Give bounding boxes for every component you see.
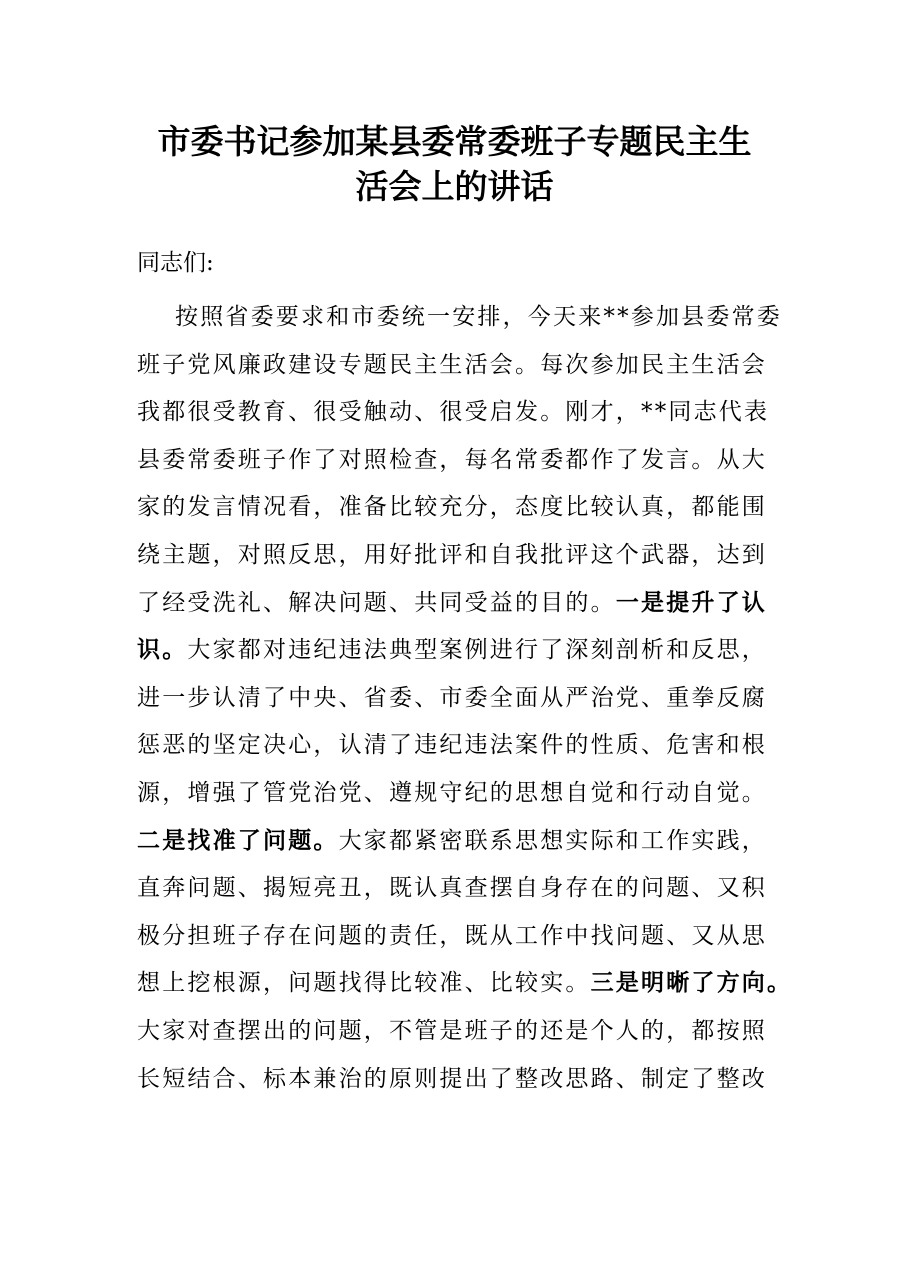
document-title-line-1: 市委书记参加某县委常委班子专题民主生 — [157, 122, 752, 161]
body-line — [137, 865, 777, 913]
body-line — [137, 484, 777, 532]
bold-heading-text: 识。 — [137, 637, 188, 664]
body-text: 我都很受教育、很受触动、很受启发。刚才，**同志代表 — [137, 399, 770, 426]
bold-heading-text: 一是提升了认 — [615, 589, 768, 616]
body-text: 直奔问题、揭短亮丑，既认真查摆自身存在的问题、又积 — [137, 875, 767, 902]
body-line — [137, 389, 777, 437]
bold-heading-text: 三是明晰了方向。 — [590, 970, 793, 997]
body-text: 按照省委要求和市委统一安排，今天来**参加县委常委 — [175, 304, 782, 330]
body-line — [137, 580, 777, 628]
body-text: 大家都紧密联系思想实际和工作实践， — [338, 827, 768, 854]
body-line — [137, 342, 777, 390]
body-text: 绕主题，对照反思，用好批评和自我批评这个武器，达到 — [137, 541, 767, 568]
body-text: 想上挖根源，问题找得比较准、比较实。 — [137, 970, 591, 997]
body-line — [137, 722, 777, 770]
body-line — [137, 627, 777, 675]
body-text: 了经受洗礼、解决问题、共同受益的目的。 — [137, 589, 616, 616]
bold-heading-text: 二是找准了问题。 — [137, 827, 339, 854]
body-text: 大家都对违纪违法典型案例进行了深刻剖析和反思， — [187, 637, 768, 664]
body-text: 极分担班子存在问题的责任，既从工作中找问题、又从思 — [137, 922, 767, 949]
body-text: 家的发言情况看，准备比较充分，态度比较认真，都能围 — [137, 494, 767, 521]
body-text: 班子党风廉政建设专题民主生活会。每次参加民主生活会 — [137, 351, 767, 378]
body-line — [137, 675, 777, 723]
body-text: 惩恶的坚定决心，认清了违纪违法案件的性质、危害和根 — [137, 732, 767, 759]
body-text: 源，增强了管党治党、遵规守纪的思想自觉和行动自觉。 — [137, 779, 767, 806]
body-text: 长短结合、标本兼治的原则提出了整改思路、制定了整改 — [137, 1065, 767, 1092]
body-text: 进一步认清了中央、省委、市委全面从严治党、重拳反腐 — [137, 684, 767, 711]
body-line — [137, 294, 782, 342]
salutation: 同志们: — [137, 250, 214, 276]
body-line — [137, 1008, 777, 1056]
body-line — [137, 1056, 777, 1104]
body-text: 大家对查摆出的问题，不管是班子的还是个人的，都按照 — [137, 1017, 767, 1044]
body-line — [137, 770, 777, 818]
body-line — [137, 818, 777, 866]
body-text: 县委常委班子作了对照检查，每名常委都作了发言。从大 — [137, 446, 767, 473]
body-line — [137, 437, 777, 485]
body-line — [137, 913, 777, 961]
speech-body — [137, 294, 793, 1103]
body-line — [137, 960, 793, 1008]
document-title-line-2: 活会上的讲话 — [355, 167, 554, 206]
body-line — [137, 532, 777, 580]
